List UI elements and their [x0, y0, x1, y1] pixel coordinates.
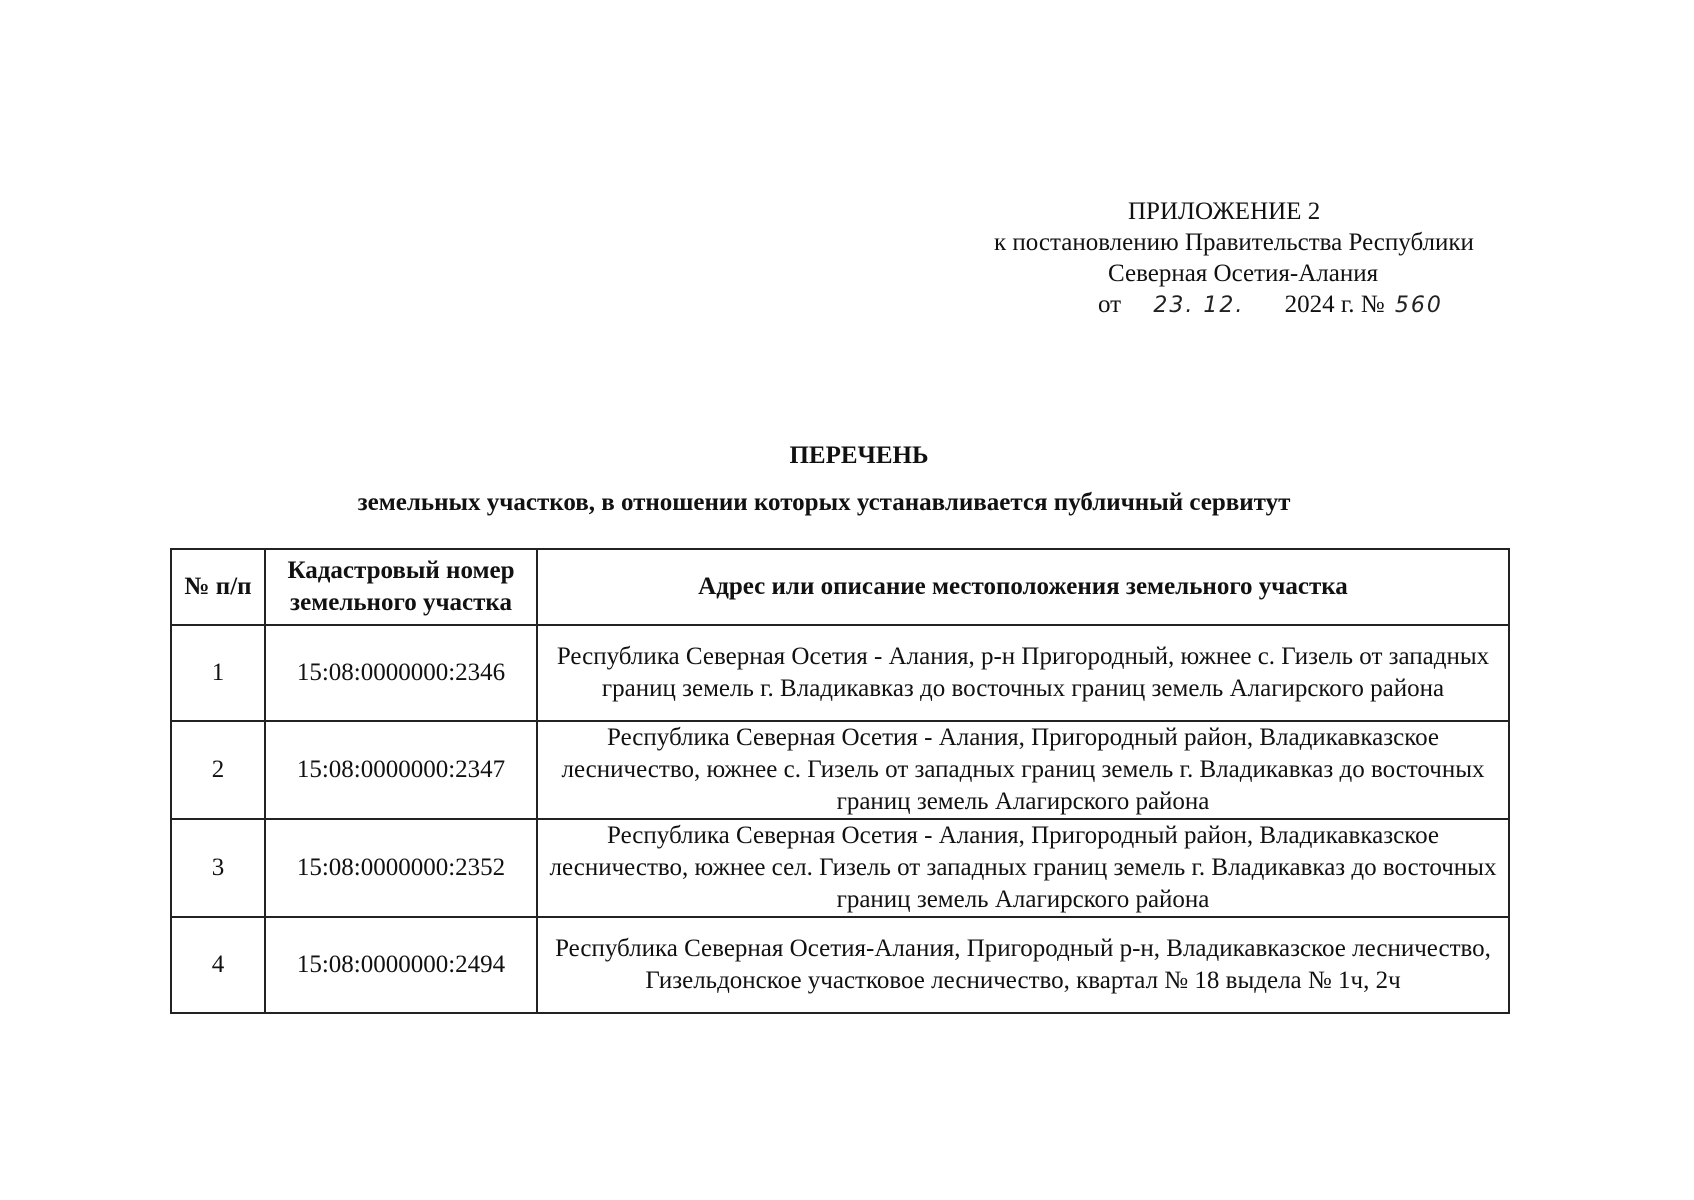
row-cadastral: 15:08:0000000:2352	[265, 819, 537, 917]
header-number: № п/п	[171, 549, 265, 625]
row-address: Республика Северная Осетия - Алания, Пригородный район, Владикавказское лесничество, южнее сел. Гизель от западных границ земель г. Владикавказ до восточных границ земель Алагирского района	[537, 819, 1509, 917]
appendix-resolution-line: к постановлению Правительства Республики	[994, 229, 1474, 256]
appendix-republic-line: Северная Осетия-Алания	[1108, 260, 1379, 287]
handwritten-date: 23. 12.	[1153, 293, 1245, 318]
row-address: Республика Северная Осетия - Алания, Пригородный район, Владикавказское лесничество, южнее с. Гизель от западных границ земель г. Владикавказ до восточных границ земель Алагирского района	[537, 721, 1509, 819]
header-cadastral: Кадастровый номер земельного участка	[265, 549, 537, 625]
header-address: Адрес или описание местоположения земельного участка	[537, 549, 1509, 625]
row-number: 4	[171, 917, 265, 1013]
table-row	[171, 917, 1509, 1013]
row-number: 2	[171, 721, 265, 819]
table-row	[171, 819, 1509, 917]
year-number-label: 2024 г. №	[1284, 291, 1385, 318]
row-address: Республика Северная Осетия - Алания, р-н Пригородный, южнее с. Гизель от западных границ земель г. Владикавказ до восточных границ земель Алагирского района	[537, 625, 1509, 721]
appendix-title: ПРИЛОЖЕНИЕ 2	[1128, 198, 1321, 225]
document-title: ПЕРЕЧЕНЬ	[789, 442, 929, 469]
document-subtitle-wrap	[0, 489, 1694, 517]
table-row	[171, 721, 1509, 819]
table-header-row	[171, 549, 1509, 625]
row-cadastral: 15:08:0000000:2346	[265, 625, 537, 721]
handwritten-number: 560	[1394, 293, 1443, 318]
table-row	[171, 625, 1509, 721]
row-cadastral: 15:08:0000000:2347	[265, 721, 537, 819]
row-address: Республика Северная Осетия-Алания, Пригородный р-н, Владикавказское лесничество, Гизельдонское участковое лесничество, квартал № 18 выдела № 1ч, 2ч	[537, 917, 1509, 1013]
row-number: 1	[171, 625, 265, 721]
date-prefix: от	[1098, 291, 1122, 318]
row-cadastral: 15:08:0000000:2494	[265, 917, 537, 1013]
appendix-block	[960, 196, 1560, 321]
parcels-table	[170, 548, 1510, 1014]
document-subtitle: земельных участков, в отношении которых устанавливается публичный сервитут	[357, 489, 1291, 516]
appendix-date-line	[960, 289, 1560, 321]
row-number: 3	[171, 819, 265, 917]
